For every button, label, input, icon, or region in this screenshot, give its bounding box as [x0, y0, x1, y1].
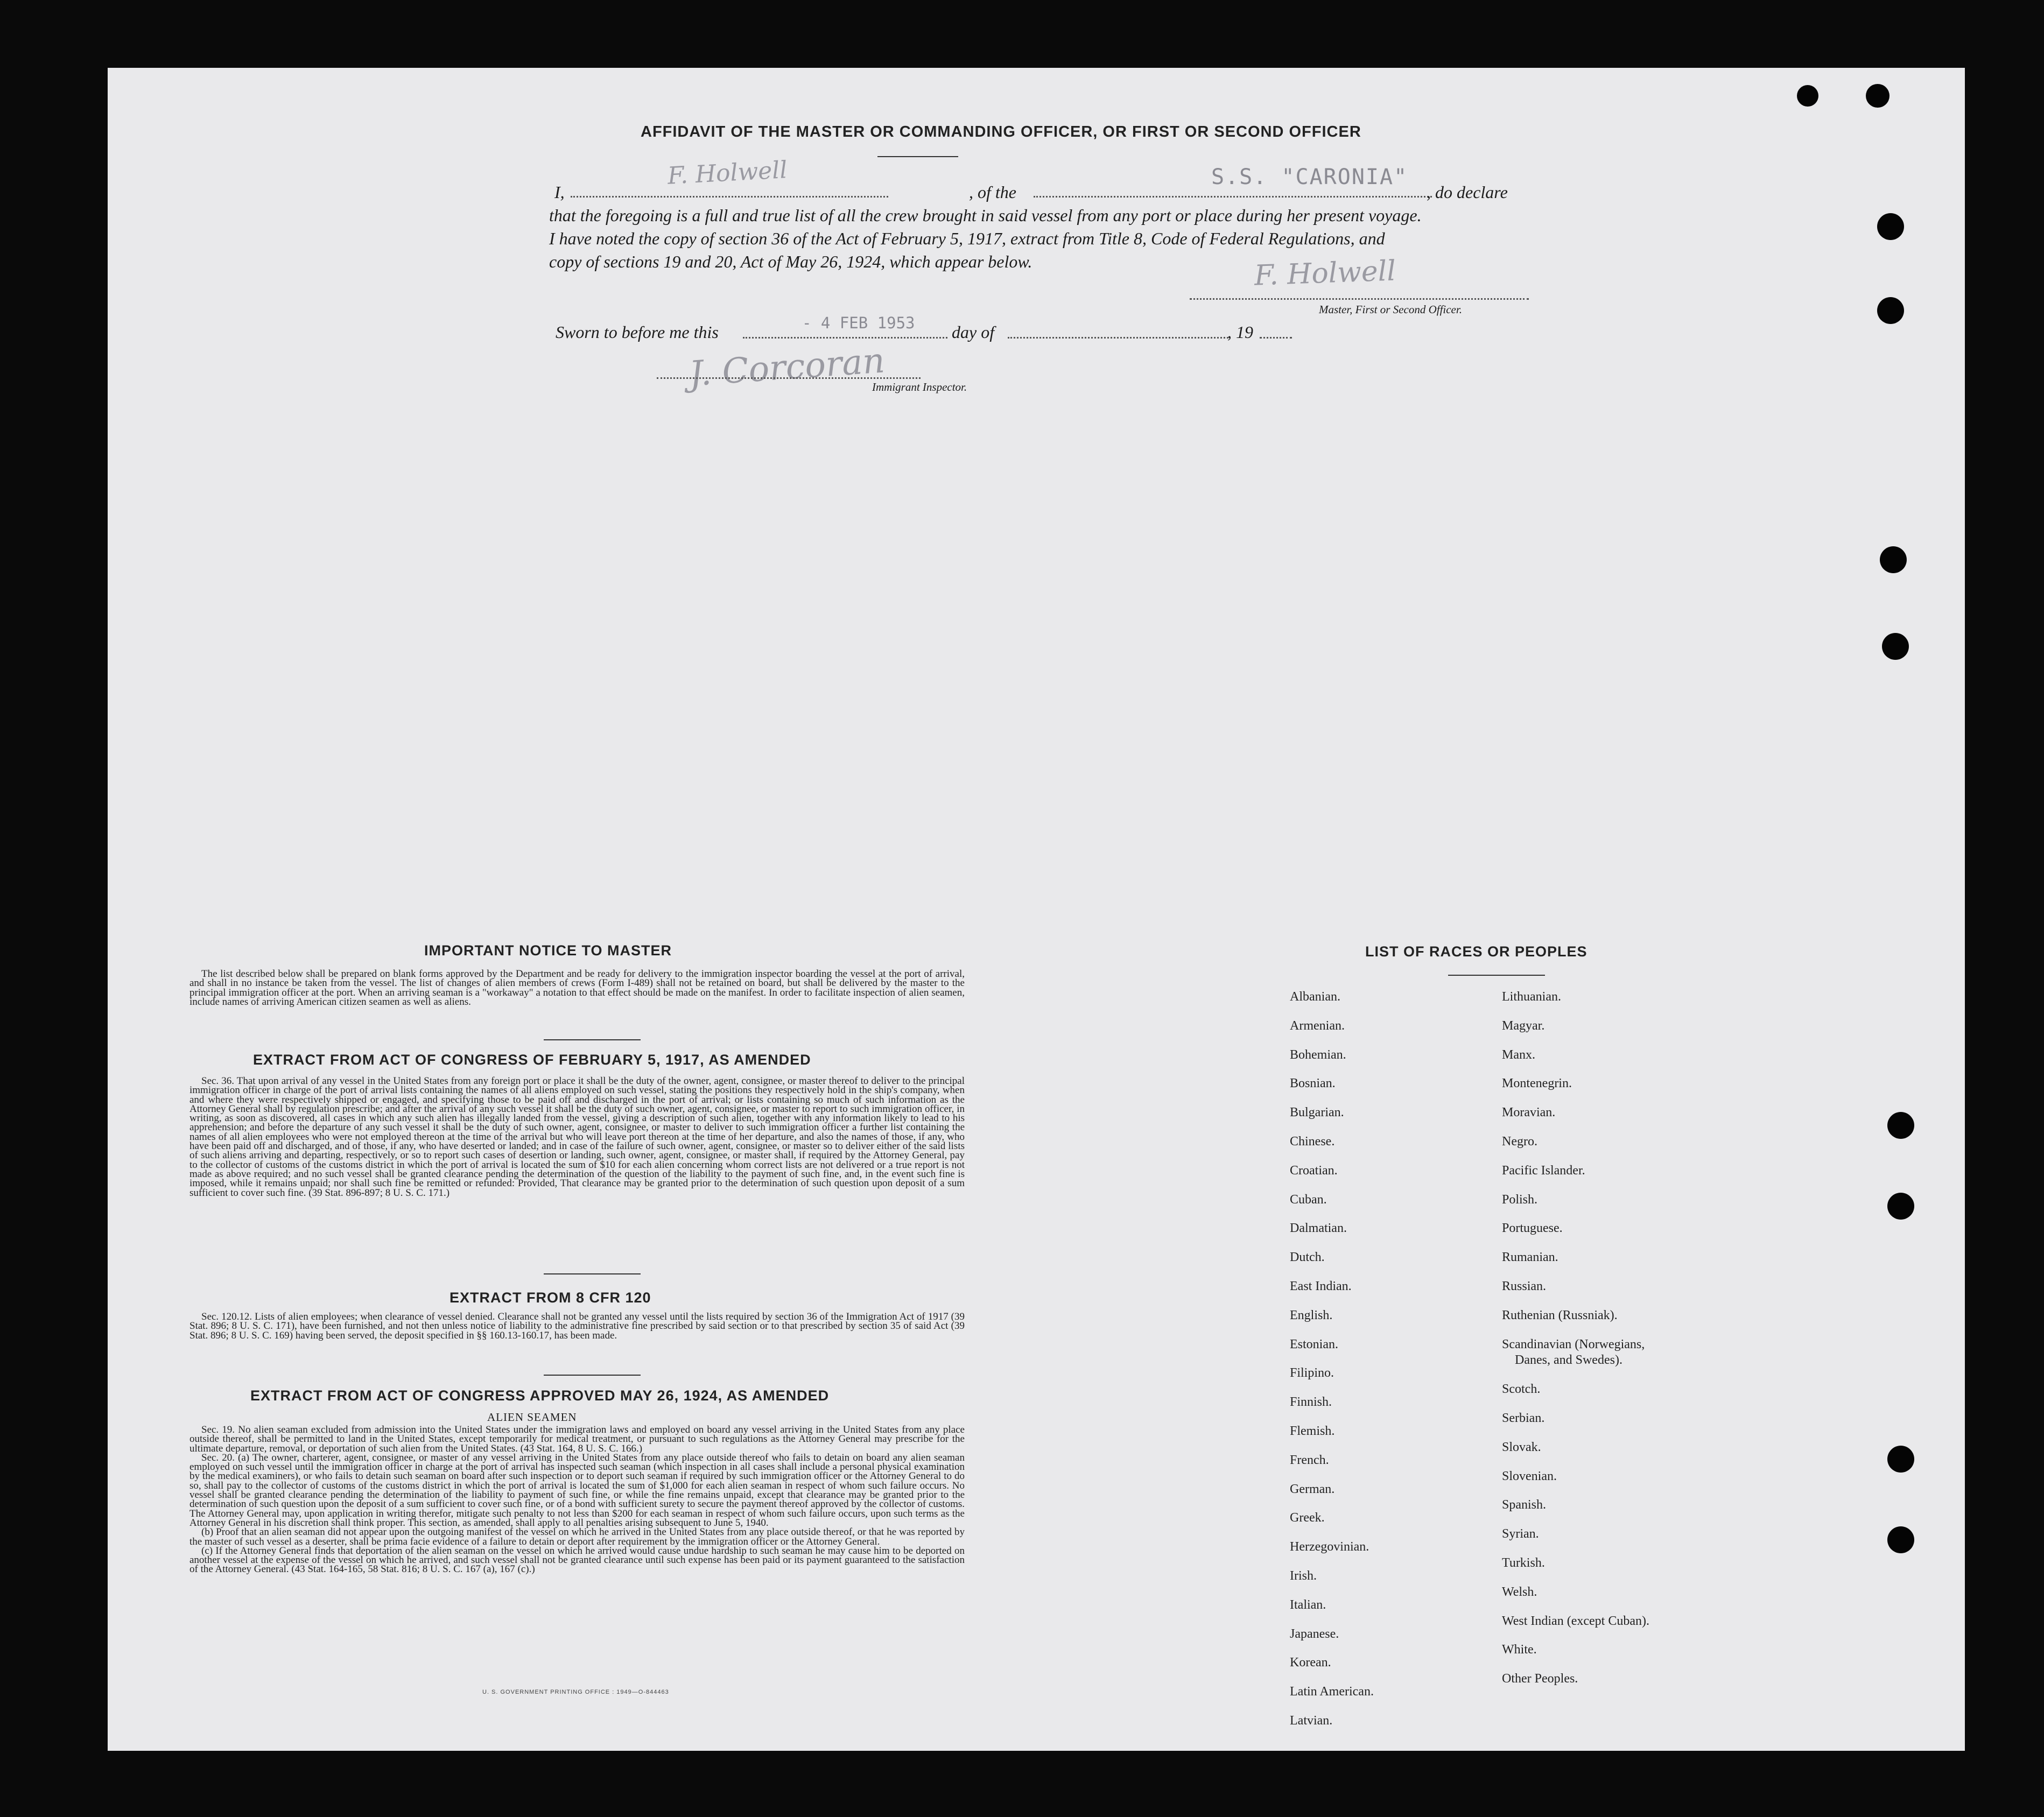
day-of-label: day of [952, 322, 995, 342]
race-item: Cuban. [1290, 1192, 1327, 1207]
sec-19-text: Sec. 19. No alien seaman excluded from admission into the United States under the immigration laws and employed on board any vessel arriving in the United States from any place outside thereof, shall be permitted to land in the United States, except temporarily for medical treatment, or pursuant to such regulations as the Attorney General may prescribe for the ultimate departure, removal, or deportation of such alien from the United States. (43 Stat. 164, 8 U. S. C. 166.) [189, 1424, 965, 1454]
race-item: Spanish. [1502, 1498, 1547, 1512]
extract-1924-body [189, 1425, 965, 1574]
sworn-day-dotted-line [743, 337, 947, 339]
inspector-dotted-line [657, 377, 921, 379]
punch-hole [1882, 633, 1909, 660]
race-item: English. [1290, 1308, 1333, 1322]
affidavit-line3: I have noted the copy of section 36 of the Act of February 5, 1917, extract from Title 8, Code of Federal Regulations, and [549, 229, 1385, 248]
vessel-name-stamp: S.S. "CARONIA" [1211, 165, 1408, 189]
cfr-text: Sec. 120.12. Lists of alien employees; when clearance of vessel denied. Clearance shall not be granted any vessel until the lists required by section 36 of the Immigration Act of 1917 (39 Stat. 896; 8 U. S. C. 171), have been furnished, and not then unless notice of liability to the administrative fine prescribed by said section or to that prescribed by section 35 of said Act (39 Stat. 896; 8 U. S. C. 169) having been served, the deposit specified in §§ 160.13-160.17, has been made. [189, 1311, 965, 1341]
race-item: Chinese. [1290, 1134, 1335, 1149]
race-item: Armenian. [1290, 1018, 1345, 1033]
extract-1917-text: Sec. 36. That upon arrival of any vessel in the United States from any foreign port or place it shall be the duty of the owner, agent, consignee, or master thereof to deliver to the principal immigration officer in charge of the port of arrival lists containing the names of all aliens employed on such vessel, stating the positions they respectively hold in the ship's company, when and where they were respectively shipped or engaged, and specifying those to be paid off and discharged in the port of arrival; or lists containing so much of such information as the Attorney General shall by regulation prescribe; and after the arrival of any such vessel it shall be the duty of such owner, agent, consignee, or master to report to such immigration officer, in writing, as soon as discovered, all cases in which any such alien has illegally landed from the vessel, giving a description of such alien, together with any information likely to lead to his apprehension; and before the departure of any such vessel it shall be the duty of such owner, agent, consignee, or master to deliver to such immigration officer a further list containing the names of all alien employees who were not employed thereon at the time of the arrival but who will leave port thereon at the time of her departure, and also the names of those, if any, who have been paid off and discharged, and of those, if any, who have deserted or landed; and in case of the failure of such owner, agent, consignee, or master so to deliver either of the said lists of such aliens arriving and departing, respectively, or so to report such cases of desertion or landing, such owner, agent, consignee, or master shall, if required by the Attorney General, pay to the collector of customs of the customs district in which the port of arrival is located the sum of $10 for each alien concerning whom correct lists are not delivered or a true report is not made as above required; and no such vessel shall be granted clearance pending the determination of the question of the liability to the payment of such fine, and, in the event such fine is imposed, while it remains unpaid; nor shall such fine be remitted or refunded: Provided, That clearance may be granted prior to the determination of such question upon deposit of a sum sufficient to cover such fine. (39 Stat. 896-897; 8 U. S. C. 171.) [189, 1075, 965, 1199]
punch-hole [1877, 213, 1904, 240]
affidavit-declare: , do declare [1427, 182, 1508, 202]
sec-20a-text: Sec. 20. (a) The owner, charterer, agent, consignee, or master of any vessel arriving in the United States from any place outside thereof who fails to detain on board any alien seaman employed on such vessel until the immigration officer in charge at the port of arrival has inspected such seaman (which inspection in all cases shall include a personal physical examination by the medical examiners), or who fails to detain such seaman on board after such inspection or to deport such seaman if required by such immigration officer or the Attorney General to do so, shall pay to the collector of customs of the customs district in which the port of arrival is located the sum of $1,000 for each alien seaman in respect of whom such failure occurs. No vessel shall be granted clearance pending the determination of the liability to payment of such fine, or while the fine remains unpaid, except that clearance may be granted prior to the determination of such question upon the deposit of a sum sufficient to cover such fine, or of a bond with sufficient surety to secure the payment thereof approved by the collector of customs. The Attorney General may, upon application in writing therefor, mitigate such penalty to not less than $200 for each seaman in respect of whom such failure occurs, upon such terms as the Attorney General in his discretion shall think proper. This section, as amended, shall apply to all penalties arising subsequent to June 5, 1940. [189, 1452, 965, 1529]
race-item: French. [1290, 1453, 1329, 1467]
year-dotted-line [1260, 337, 1292, 339]
officer-signature: F. Holwell [666, 156, 788, 190]
race-item: Other Peoples. [1502, 1672, 1578, 1686]
year-label: , 19 [1227, 322, 1253, 342]
master-label: Master, First or Second Officer. [1319, 303, 1462, 316]
affidavit-line2: that the foregoing is a full and true list of all the crew brought in said vessel from any port or place during her present voyage. [549, 206, 1422, 225]
punch-hole [1887, 1526, 1914, 1553]
races-rule [1448, 975, 1545, 976]
name-dotted-line [571, 196, 888, 198]
race-item: Polish. [1502, 1192, 1538, 1207]
race-item: Finnish. [1290, 1395, 1332, 1410]
affidavit-line4: copy of sections 19 and 20, Act of May 26, 1924, which appear below. [549, 252, 1032, 271]
race-item: Croatian. [1290, 1163, 1338, 1178]
races-left-column [1290, 983, 1451, 1736]
printer-imprint: U. S. GOVERNMENT PRINTING OFFICE : 1949—O-844463 [482, 1689, 669, 1695]
race-item: Slovak. [1502, 1440, 1541, 1454]
race-item: Korean. [1290, 1656, 1331, 1670]
race-item: Magyar. [1502, 1018, 1545, 1033]
race-item: German. [1290, 1482, 1335, 1496]
race-item: Welsh. [1502, 1584, 1537, 1599]
race-item: Latin American. [1290, 1685, 1374, 1699]
races-title: LIST OF RACES OR PEOPLES [1365, 943, 1588, 960]
punch-hole [1797, 85, 1818, 107]
race-item: Negro. [1502, 1134, 1537, 1149]
race-item: Slovenian. [1502, 1469, 1557, 1483]
race-item: Irish. [1290, 1568, 1317, 1583]
race-item: Syrian. [1502, 1527, 1539, 1541]
race-item: Dutch. [1290, 1250, 1325, 1265]
race-item: Russian. [1502, 1279, 1547, 1293]
race-item: Montenegrin. [1502, 1076, 1572, 1091]
master-dotted-line [1190, 298, 1529, 300]
sec-20c-text: (c) If the Attorney General finds that deportation of the alien seaman on the vessel on which he arrived would cause undue hardship to such seaman he may cause him to be deported on another vessel at the expense of the vessel on which he arrived, and such vessel shall not be granted clearance until such expense has been paid or its payment guaranteed to the satisfaction of the Attorney General. (43 Stat. 164-165, 58 Stat. 816; 8 U. S. C. 167 (a), 167 (c).) [189, 1545, 965, 1575]
race-item: Portuguese. [1502, 1221, 1563, 1236]
affidavit-title: AFFIDAVIT OF THE MASTER OR COMMANDING OFFICER, OR FIRST OR SECOND OFFICER [641, 123, 1361, 140]
alien-seamen-subtitle: ALIEN SEAMEN [487, 1411, 577, 1424]
extract-1917-title: EXTRACT FROM ACT OF CONGRESS OF FEBRUARY 5, 1917, AS AMENDED [253, 1052, 811, 1068]
punch-hole [1880, 546, 1907, 573]
race-item: Bulgarian. [1290, 1105, 1344, 1120]
race-item: Bosnian. [1290, 1076, 1336, 1091]
race-item: Pacific Islander. [1502, 1163, 1585, 1178]
race-item: Flemish. [1290, 1424, 1335, 1438]
race-item: Manx. [1502, 1047, 1535, 1062]
month-dotted-line [1008, 337, 1228, 339]
sworn-date-stamp: - 4 FEB 1953 [802, 314, 915, 332]
vessel-dotted-line [1034, 196, 1432, 198]
race-item: East Indian. [1290, 1279, 1352, 1293]
cfr-title: EXTRACT FROM 8 CFR 120 [449, 1290, 651, 1306]
notice-text: The list described below shall be prepared on blank forms approved by the Department and be ready for delivery to the immigration inspector boarding the vessel at the port of arrival, and shall in no instance be taken from the vessel. The list of changes of alien members of crews (Form I-489) shall not be retained on board, but shall be delivered by the master to the principal immigration officer at the port. When an arriving seaman is a "workaway" a notation to that effect should be made on the manifest. In order to facilitate inspection of alien seamen, include names of arriving American citizen seamen as well as aliens. [189, 968, 965, 1008]
race-item: Albanian. [1290, 990, 1340, 1004]
race-item: Ruthenian (Russniak). [1502, 1308, 1618, 1322]
extract-1917-rule [544, 1273, 641, 1274]
race-item: West Indian (except Cuban). [1502, 1614, 1649, 1628]
race-item: Italian. [1290, 1597, 1326, 1612]
notice-rule [544, 1039, 641, 1040]
title-rule [877, 156, 958, 157]
race-item: Bohemian. [1290, 1047, 1346, 1062]
punch-hole [1887, 1193, 1914, 1220]
inspector-label: Immigrant Inspector. [872, 381, 967, 393]
race-item: Rumanian. [1502, 1250, 1558, 1265]
master-signature: F. Holwell [1254, 255, 1396, 292]
race-item: Scandinavian (Norwegians, [1502, 1337, 1645, 1351]
sec-20b-text: (b) Proof that an alien seaman did not appear upon the outgoing manifest of the vessel on which he arrived in the United States from any place outside thereof, or that he was reported by the master of such vessel as a deserter, shall be prima facie evidence of a failure to detain or deport after requirement by the immigration officer or the Attorney General. [189, 1526, 965, 1547]
race-item: Latvian. [1290, 1713, 1333, 1728]
race-item: Greek. [1290, 1511, 1325, 1525]
cfr-rule [544, 1375, 641, 1376]
race-item: White. [1502, 1643, 1537, 1657]
punch-hole [1887, 1446, 1914, 1473]
punch-hole [1877, 297, 1904, 324]
race-item: Estonian. [1290, 1337, 1338, 1351]
punch-hole [1887, 1112, 1914, 1139]
extract-1924-title: EXTRACT FROM ACT OF CONGRESS APPROVED MAY 26, 1924, AS AMENDED [250, 1388, 830, 1404]
affidavit-of-the: , of the [969, 182, 1016, 202]
race-item: Lithuanian. [1502, 990, 1561, 1004]
race-item: Japanese. [1290, 1626, 1339, 1641]
race-item: Serbian. [1502, 1411, 1545, 1425]
race-item: Scotch. [1502, 1382, 1541, 1397]
inspector-signature: J. Corcoran [687, 341, 886, 395]
race-item: Moravian. [1502, 1105, 1556, 1120]
affidavit-line1-i: I, [554, 182, 565, 202]
race-item: Turkish. [1502, 1555, 1545, 1570]
race-item: Herzegovinian. [1290, 1540, 1369, 1554]
race-item: Filipino. [1290, 1366, 1334, 1381]
race-item: Dalmatian. [1290, 1221, 1347, 1236]
race-item: Danes, and Swedes). [1515, 1353, 1622, 1368]
punch-hole [1866, 84, 1890, 108]
document-page [108, 68, 1965, 1751]
sworn-label: Sworn to before me this [556, 322, 719, 342]
notice-title: IMPORTANT NOTICE TO MASTER [424, 942, 672, 959]
races-right-column [1502, 983, 1728, 1694]
